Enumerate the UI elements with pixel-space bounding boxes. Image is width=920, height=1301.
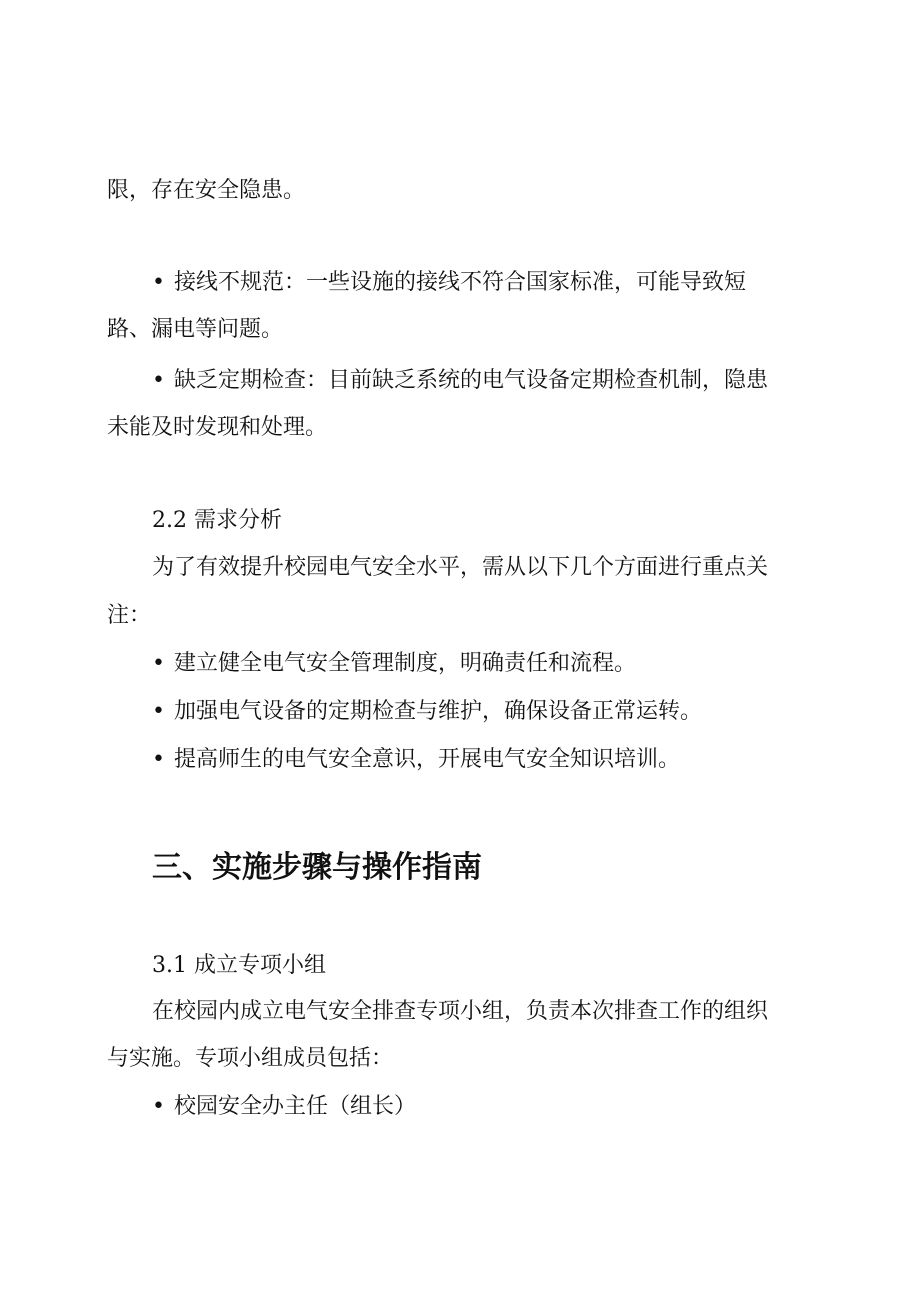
bullet-dot: • [152, 1094, 165, 1119]
bullet-text: 提高师生的电气安全意识，开展电气安全知识培训。 [174, 747, 681, 772]
bullet-text: 校园安全办主任（组长） [174, 1094, 417, 1119]
paragraph-team-continuation: 与实施。专项小组成员包括： [107, 1046, 394, 1071]
bullet-dot: • [152, 368, 165, 393]
bullet-item-inspection-continuation: 未能及时发现和处理。 [107, 415, 328, 440]
paragraph-continuation: 限，存在安全隐患。 [107, 178, 306, 203]
bullet-item-team-leader [152, 1092, 416, 1122]
bullet-text: 缺乏定期检查：目前缺乏系统的电气设备定期检查机制，隐患 [174, 368, 769, 393]
bullet-text: 接线不规范：一些设施的接线不符合国家标准，可能导致短 [174, 270, 747, 295]
bullet-dot: • [152, 699, 165, 724]
bullet-item-inspection [152, 366, 768, 396]
paragraph-needs-continuation: 注： [107, 603, 152, 628]
bullet-item-wiring-continuation: 路、漏电等问题。 [107, 317, 284, 342]
bullet-dot: • [152, 651, 165, 676]
bullet-text: 加强电气设备的定期检查与维护，确保设备正常运转。 [174, 699, 703, 724]
bullet-item-wiring [152, 268, 746, 298]
bullet-item-management [152, 649, 636, 679]
section-heading-2-2: 2.2 需求分析 [152, 508, 282, 533]
bullet-text: 建立健全电气安全管理制度，明确责任和流程。 [174, 651, 637, 676]
paragraph-team: 在校园内成立电气安全排查专项小组，负责本次排查工作的组织 [152, 999, 769, 1024]
bullet-item-maintenance [152, 697, 702, 727]
section-heading-3-1: 3.1 成立专项小组 [152, 953, 326, 978]
bullet-dot: • [152, 270, 165, 295]
bullet-item-training [152, 745, 680, 775]
paragraph-needs: 为了有效提升校园电气安全水平，需从以下几个方面进行重点关 [152, 555, 769, 580]
bullet-dot: • [152, 747, 165, 772]
chapter-heading-3: 三、实施步骤与操作指南 [152, 850, 482, 885]
